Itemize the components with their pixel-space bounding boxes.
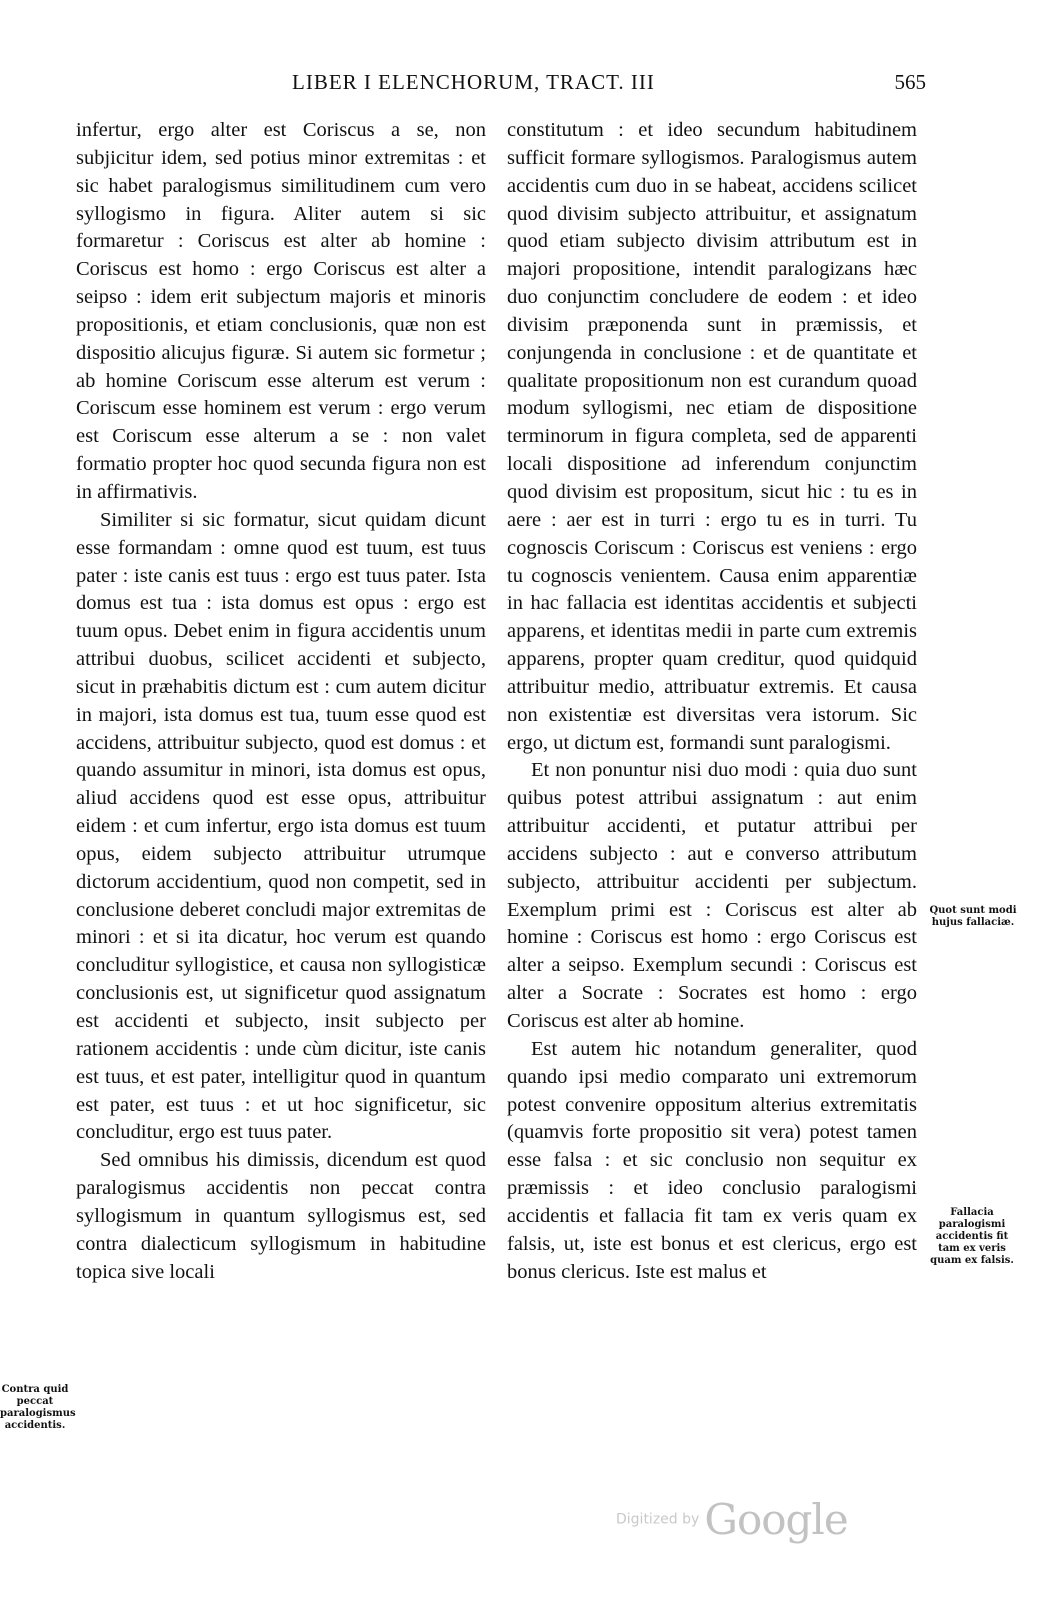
left-text-column xyxy=(76,117,486,1286)
marginal-note-right: Fallacia paralogismi accidentis fit tam ex veris quam ex falsis. xyxy=(930,1207,1014,1266)
marginal-note-right: Quot sunt modi hujus fallaciæ. xyxy=(929,905,1017,928)
paragraph: Sed omnibus his dimissis, dicendum est quod paralogismus accidentis non peccat contra syllogismum in quantum syllogismus est, sed contra dialecticum syllogismum in habitudine topica sive locali xyxy=(76,1149,486,1283)
paragraph: Est autem hic notandum generaliter, quod quando ipsi medio comparato uni extremorum potest convenire oppositum alterius extremitatis (quamvis forte propositio sit vera) potest tamen esse falsa : et sic conclusio non sequitur ex præmissis : et ideo conclusio paralogismi accidentis et fallacia fit tam ex veris quam ex falsis, ut, iste est bonus et est clericus, ergo est bonus clericus. Iste est malus et xyxy=(507,1037,917,1283)
paragraph: Similiter si sic formatur, sicut quidam dicunt esse formandam : omne quod est tuum, est tuus pater : iste canis est tuus : ergo est tuus pater. Ista domus est tua : ista domus est opus : ergo est tuum opus. Debet enim in figura accidentis unum attribui duobus, scilicet accidenti et subjecto, sicut in præhabitis dictum est : cum autem dicitur in majori, ista domus est tua, tuum esse quod est accidens, attribuitur subjecto, quod est domus : et quando assumitur in minori, ista domus est opus, aliud accidens quod est esse opus, attribuitur eidem : et cum infertur, ergo ista domus est tuum opus, eidem subjecto attribuitur utrumque dictorum accidentium, quod non competit, sed in conclusione deberet concludi major extremitas de minori : et si ita dicatur, hoc verum est quando concluditur syllogistice, et causa non syllogisticæ conclusionis est, ut significetur quod assignatum est accidenti et subjecto, insit subjecto per rationem accidentis : unde cùm dicitur, iste canis est tuus, et est pater, intelligitur quod in quantum est pater, est tuus : et ut hoc significetur, sic concluditur, ergo est tuus pater. xyxy=(76,508,486,1144)
digitized-label: Digitized by xyxy=(616,1511,700,1528)
page-number: 565 xyxy=(894,70,926,94)
page-header xyxy=(0,70,1054,110)
google-logo: Google xyxy=(704,1495,848,1544)
paragraph: constitutum : et ideo secundum habitudinem sufficit formare syllogismos. Paralogismus autem accidentis cum duo in se habeat, accidens scilicet quod divisim subjecto attribuitur, et assignatum quod etiam subjecto divisim attributum est in majori propositione, intendit paralogizans hæc duo conjunctim concludere de eodem : et ideo divisim præponenda sunt in præmissis, et conjungenda in conclusione : et de quantitate et qualitate propositionum non est curandum quoad modum syllogismi, nec etiam de dispositione terminorum in figura completa, sed de apparenti locali dispositione ad inferendum conjunctim quod divisim est propositum, sicut hic : tu es in aere : aer est in turri : ergo tu es in turri. Tu cognoscis Coriscum : Coriscus est veniens : ergo tu cognoscis venientem. Causa enim apparentiæ in hac fallacia est identitas accidentis et subjecti apparens, et identitas medii in parte cum extremis apparens, propter quam creditur, quod quidquid attribuitur medio, attribuatur extremis. Et causa non existentiæ est diversitas vera istorum. Sic ergo, ut dictum est, formandi sunt paralogismi. xyxy=(507,119,917,754)
running-title: LIBER I ELENCHORUM, TRACT. III xyxy=(292,70,655,94)
digitized-watermark xyxy=(616,1495,848,1555)
paragraph: infertur, ergo alter est Coriscus a se, non subjicitur idem, sed potius minor extremitas : et sic habet paralogismus similitudinem cum vero syllogismo in figura. Aliter autem si sic formaretur : Coriscus est alter ab homine : Coriscus est homo : ergo Coriscus est alter a seipso : idem erit subjectum majoris et minoris propositionis, et etiam conclusionis, quæ non est dispositio alicujus figuræ. Si autem sic formetur ; ab homine Coriscum esse alterum est verum : Coriscum esse hominem est verum : ergo verum est Coriscum esse alterum a se : non valet formatio propter hoc quod secunda figura non est in affirmativis. xyxy=(76,119,486,503)
right-text-column xyxy=(507,117,917,1286)
paragraph: Et non ponuntur nisi duo modi : quia duo sunt quibus potest attribui assignatum : aut enim attribuitur accidenti, et putatur attribui per accidens subjecto : aut e converso attributum subjecto, attribuitur accidenti per subjectum. Exemplum primi est : Coriscus est alter ab homine : Coriscus est homo : ergo Coriscus est alter a seipso. Exemplum secundi : Coriscus est alter a Socrate : Socrates est homo : ergo Coriscus est alter ab homine. xyxy=(507,759,917,1032)
marginal-note-left: Contra quid peccat paralogismus accidentis. xyxy=(0,1384,76,1431)
